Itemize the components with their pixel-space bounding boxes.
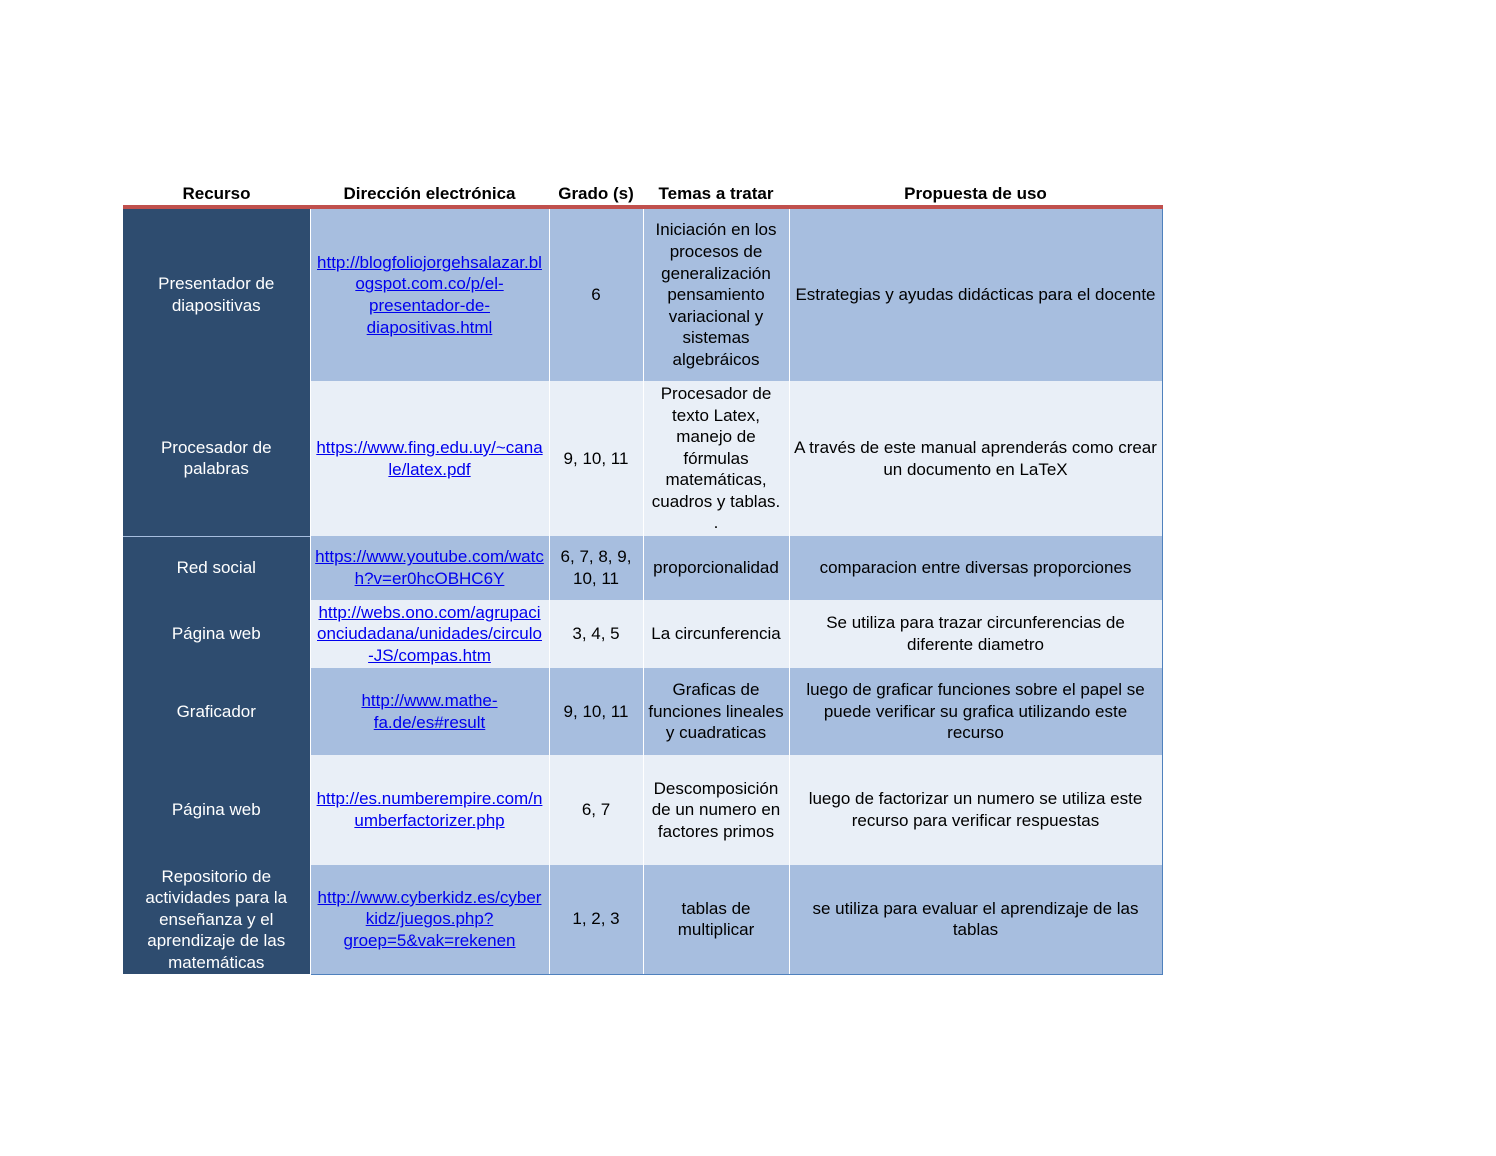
table-row — [123, 865, 1162, 974]
cell-temas: Descomposición de un numero en factores primos — [643, 755, 789, 865]
cell-temas: tablas de multiplicar — [643, 865, 789, 974]
cell-url — [310, 536, 549, 600]
cell-recurso: Página web — [123, 600, 310, 668]
resource-link[interactable]: http://webs.ono.com/agrupacionciudadana/unidades/circulo-JS/compas.htm — [317, 602, 542, 665]
cell-recurso: Página web — [123, 755, 310, 865]
header-recurso: Recurso — [123, 157, 310, 207]
cell-url — [310, 207, 549, 381]
cell-grado: 3, 4, 5 — [549, 600, 643, 668]
resource-link[interactable]: https://www.youtube.com/watch?v=er0hcOBHC6Y — [315, 547, 544, 588]
cell-temas: Procesador de texto Latex, manejo de fórmulas matemáticas, cuadros y tablas. . — [643, 381, 789, 536]
cell-propuesta: luego de graficar funciones sobre el papel se puede verificar su grafica utilizando este recurso — [789, 668, 1162, 755]
cell-temas: La circunferencia — [643, 600, 789, 668]
table-header-row — [123, 157, 1162, 207]
cell-recurso: Procesador de palabras — [123, 381, 310, 536]
table-row — [123, 755, 1162, 865]
cell-url — [310, 381, 549, 536]
cell-recurso: Presentador de diapositivas — [123, 207, 310, 381]
cell-recurso: Repositorio de actividades para la enseñanza y el aprendizaje de las matemáticas — [123, 865, 310, 974]
cell-url — [310, 865, 549, 974]
table-row — [123, 381, 1162, 536]
resources-table — [123, 157, 1163, 975]
cell-temas: proporcionalidad — [643, 536, 789, 600]
header-direccion: Dirección electrónica — [310, 157, 549, 207]
cell-recurso: Graficador — [123, 668, 310, 755]
table-row — [123, 668, 1162, 755]
cell-propuesta: comparacion entre diversas proporciones — [789, 536, 1162, 600]
cell-propuesta: Estrategias y ayudas didácticas para el docente — [789, 207, 1162, 381]
cell-propuesta: A través de este manual aprenderás como crear un documento en LaTeX — [789, 381, 1162, 536]
cell-temas: Iniciación en los procesos de generalización pensamiento variacional y sistemas algebráicos — [643, 207, 789, 381]
cell-grado: 9, 10, 11 — [549, 381, 643, 536]
resource-link[interactable]: http://es.numberempire.com/numberfactorizer.php — [316, 789, 543, 830]
header-temas: Temas a tratar — [643, 157, 789, 207]
cell-temas: Graficas de funciones lineales y cuadraticas — [643, 668, 789, 755]
cell-url — [310, 668, 549, 755]
table-row — [123, 536, 1162, 600]
cell-grado: 6 — [549, 207, 643, 381]
resource-link[interactable]: http://blogfoliojorgehsalazar.blogspot.com.co/p/el-presentador-de-diapositivas.html — [317, 252, 542, 337]
table-row — [123, 600, 1162, 668]
cell-propuesta: se utiliza para evaluar el aprendizaje de las tablas — [789, 865, 1162, 974]
cell-grado: 6, 7, 8, 9, 10, 11 — [549, 536, 643, 600]
cell-grado: 6, 7 — [549, 755, 643, 865]
header-propuesta: Propuesta de uso — [789, 157, 1162, 207]
resource-link[interactable]: http://www.cyberkidz.es/cyberkidz/juegos.php?groep=5&vak=rekenen — [317, 887, 542, 951]
cell-grado: 9, 10, 11 — [549, 668, 643, 755]
resource-link[interactable]: https://www.fing.edu.uy/~canale/latex.pdf — [316, 437, 543, 479]
table-row — [123, 207, 1162, 381]
header-grado: Grado (s) — [549, 157, 643, 207]
cell-url — [310, 755, 549, 865]
cell-propuesta: luego de factorizar un numero se utiliza este recurso para verificar respuestas — [789, 755, 1162, 865]
cell-grado: 1, 2, 3 — [549, 865, 643, 974]
resource-link[interactable]: http://www.mathe-fa.de/es#result — [361, 690, 498, 732]
cell-recurso: Red social — [123, 536, 310, 600]
cell-url — [310, 600, 549, 668]
cell-propuesta: Se utiliza para trazar circunferencias de diferente diametro — [789, 600, 1162, 668]
